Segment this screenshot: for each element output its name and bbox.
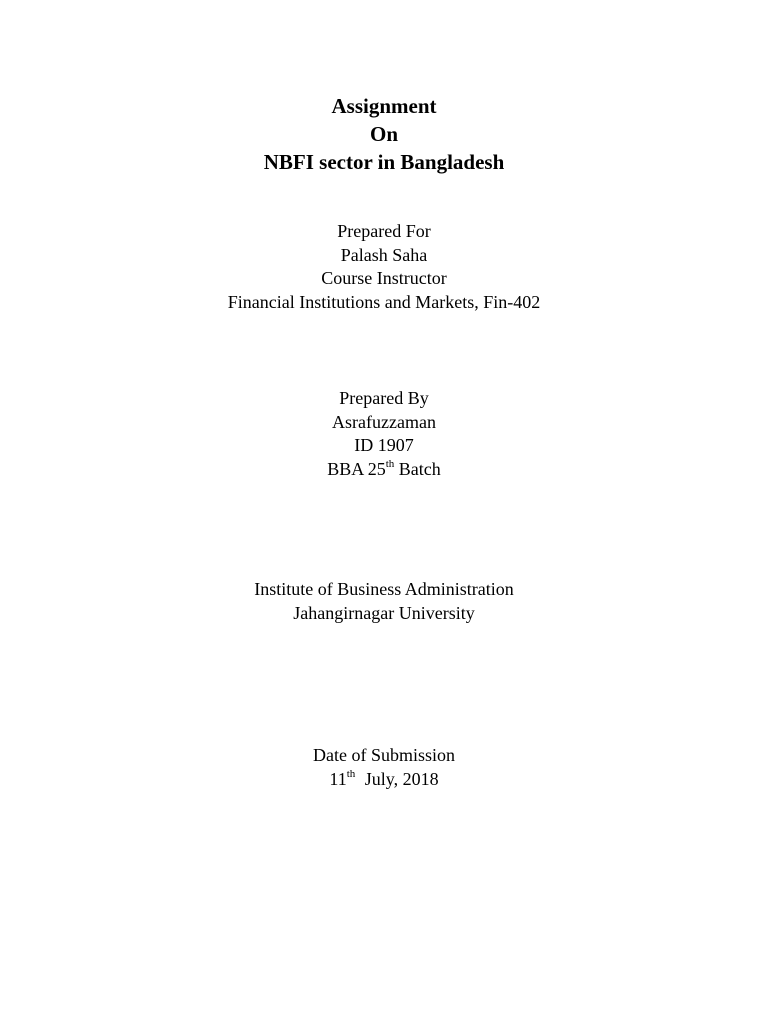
submission-day: 11 xyxy=(329,768,347,789)
prepared-by-block xyxy=(0,387,768,481)
institution-block xyxy=(0,578,768,625)
title-line-assignment: Assignment xyxy=(331,94,437,118)
student-batch xyxy=(0,458,768,482)
batch-prefix: BBA 25 xyxy=(327,458,386,479)
batch-rest: Batch xyxy=(394,458,441,479)
submission-day-suffix: th xyxy=(346,767,356,780)
submission-month-year: July, 2018 xyxy=(364,768,439,789)
student-name: Asrafuzzaman xyxy=(332,411,436,432)
student-id: ID 1907 xyxy=(354,435,414,455)
prepared-for-heading: Prepared For xyxy=(337,221,431,241)
prepared-by-heading: Prepared By xyxy=(339,388,429,408)
university-name: Jahangirnagar University xyxy=(293,602,475,623)
batch-ordinal-suffix: th xyxy=(385,457,395,470)
course-name: Financial Institutions and Markets, Fin-402 xyxy=(227,291,541,312)
title-line-topic: NBFI sector in Bangladesh xyxy=(263,150,505,174)
institute-name: Institute of Business Administration xyxy=(254,579,514,599)
submission-block xyxy=(0,744,768,791)
prepared-for-block xyxy=(0,220,768,314)
submission-heading: Date of Submission xyxy=(313,745,455,765)
instructor-name: Palash Saha xyxy=(340,244,428,265)
title-block xyxy=(0,92,768,176)
submission-date xyxy=(0,768,768,792)
instructor-role: Course Instructor xyxy=(321,268,447,288)
title-line-on: On xyxy=(369,122,398,146)
